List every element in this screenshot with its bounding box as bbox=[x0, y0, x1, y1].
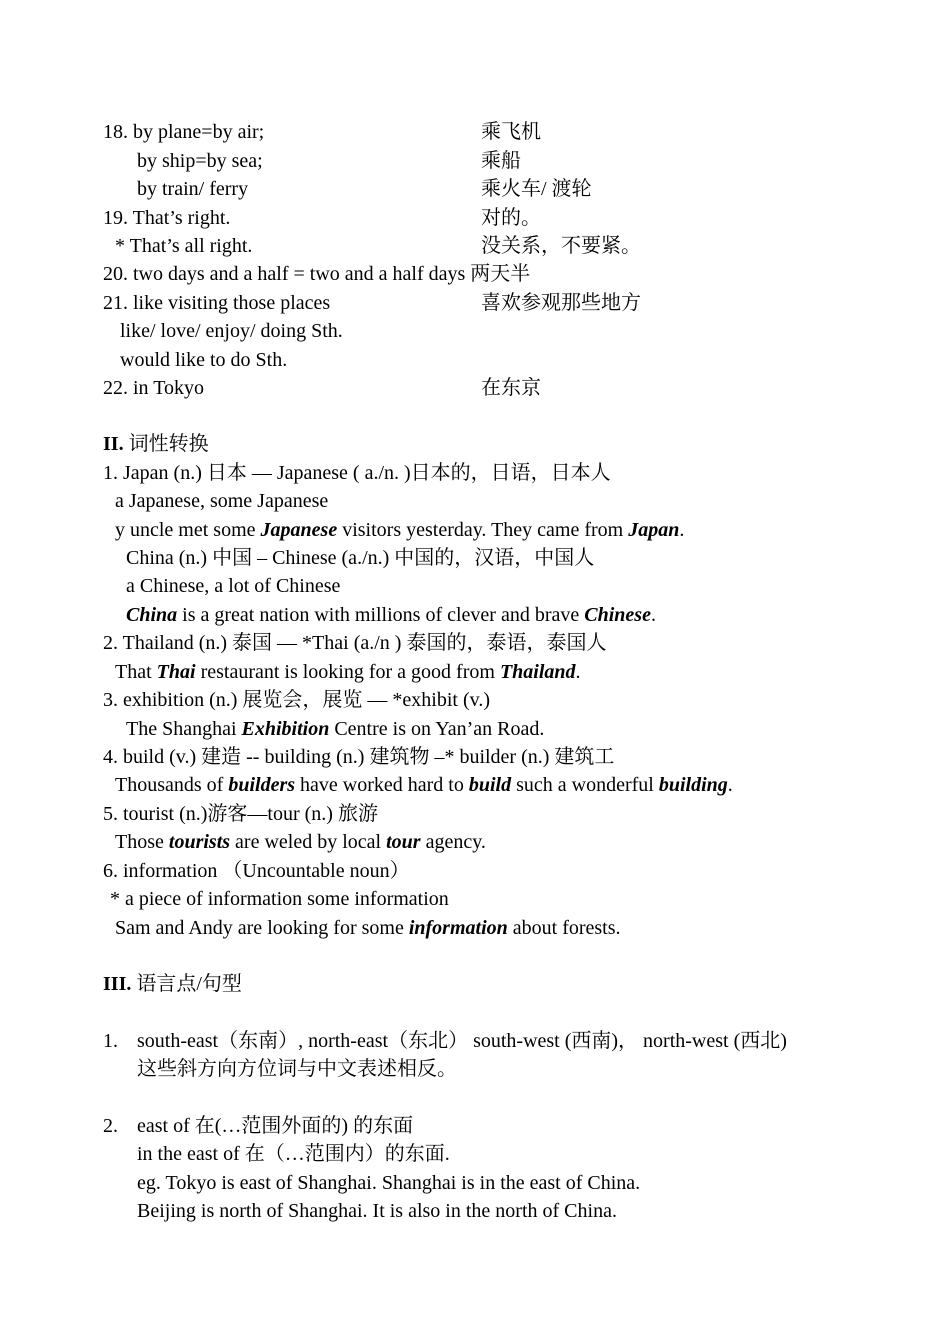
conv-2-sentence: That Thai restaurant is looking for a good from Thailand. bbox=[115, 661, 581, 683]
conv-1-china-sentence: China is a great nation with millions of clever and brave Chinese. bbox=[126, 604, 656, 626]
conv-6-line: 6. information （Uncountable noun） bbox=[103, 860, 410, 882]
item-18-en: 18. by plane=by air; bbox=[103, 121, 265, 143]
item-21-would: would like to do Sth. bbox=[120, 349, 288, 371]
item-22-en: 22. in Tokyo bbox=[103, 377, 205, 399]
section-3-num: III. bbox=[103, 973, 132, 995]
item-18-train-cn: 乘火车/ 渡轮 bbox=[481, 178, 592, 200]
section-2-heading bbox=[103, 430, 209, 458]
point-2-example-2: Beijing is north of Shanghai. It is also in the north of China. bbox=[137, 1200, 617, 1222]
item-19b-cn: 没关系，不要紧。 bbox=[481, 235, 641, 257]
conv-1-china-example: a Chinese, a lot of Chinese bbox=[126, 575, 341, 597]
item-18-cn: 乘飞机 bbox=[481, 121, 541, 143]
item-21-cn: 喜欢参观那些地方 bbox=[481, 292, 641, 314]
conv-4-sentence: Thousands of builders have worked hard to build such a wonderful building. bbox=[115, 774, 733, 796]
item-21-like: like/ love/ enjoy/ doing Sth. bbox=[120, 320, 343, 342]
point-2-example-1: eg. Tokyo is east of Shanghai. Shanghai is in the east of China. bbox=[137, 1172, 641, 1194]
item-18-ship-cn: 乘船 bbox=[481, 150, 521, 172]
conv-1-example-a: a Japanese, some Japanese bbox=[115, 490, 329, 512]
conv-3-sentence: The Shanghai Exhibition Centre is on Yan’an Road. bbox=[126, 718, 545, 740]
conv-5-sentence: Those tourists are weled by local tour agency. bbox=[115, 831, 486, 853]
item-18-ship-en: by ship=by sea; bbox=[137, 150, 263, 172]
item-21-en: 21. like visiting those places bbox=[103, 292, 331, 314]
conv-5-line: 5. tourist (n.)游客—tour (n.) 旅游 bbox=[103, 803, 378, 825]
item-22-cn: 在东京 bbox=[481, 377, 541, 399]
conv-6-sentence: Sam and Andy are looking for some information about forests. bbox=[115, 917, 621, 939]
conv-4-line: 4. build (v.) 建造 -- building (n.) 建筑物 –* builder (n.) 建筑工 bbox=[103, 746, 615, 768]
section-2-title: 词性转换 bbox=[123, 433, 209, 455]
section-2-num: II. bbox=[103, 433, 124, 455]
item-18-train-en: by train/ ferry bbox=[137, 178, 249, 200]
point-1-line-b: 这些斜方向方位词与中文表述相反。 bbox=[137, 1058, 457, 1080]
conv-1-line: 1. Japan (n.) 日本 — Japanese ( a./n. )日本的，日语，日本人 bbox=[103, 462, 611, 484]
conv-1-china-line: China (n.) 中国 – Chinese (a./n.) 中国的，汉语，中国人 bbox=[126, 547, 595, 569]
item-19b-en: * That’s all right. bbox=[115, 235, 253, 257]
conv-3-line: 3. exhibition (n.) 展览会，展览 — *exhibit (v.) bbox=[103, 689, 490, 711]
point-1-line-a: south-east（东南）, north-east（东北） south-west (西南)， north-west (西北) bbox=[137, 1030, 787, 1052]
item-19-cn: 对的。 bbox=[481, 207, 541, 229]
point-2-number: 2. bbox=[103, 1115, 118, 1137]
point-1-number: 1. bbox=[103, 1030, 118, 1052]
conv-6-note: * a piece of information some information bbox=[110, 888, 449, 910]
item-20: 20. two days and a half = two and a half days 两天半 bbox=[103, 263, 531, 285]
item-19-en: 19. That’s right. bbox=[103, 207, 231, 229]
conv-2-line: 2. Thailand (n.) 泰国 — *Thai (a./n ) 泰国的，泰语，泰国人 bbox=[103, 632, 607, 654]
point-2-line-a: east of 在(…范围外面的) 的东面 bbox=[137, 1115, 414, 1137]
section-3-heading bbox=[103, 970, 242, 998]
point-2-line-b: in the east of 在（…范围内）的东面. bbox=[137, 1143, 450, 1165]
conv-1-sentence: y uncle met some Japanese visitors yesterday. They came from Japan. bbox=[115, 519, 685, 541]
section-3-title: 语言点/句型 bbox=[131, 973, 242, 995]
